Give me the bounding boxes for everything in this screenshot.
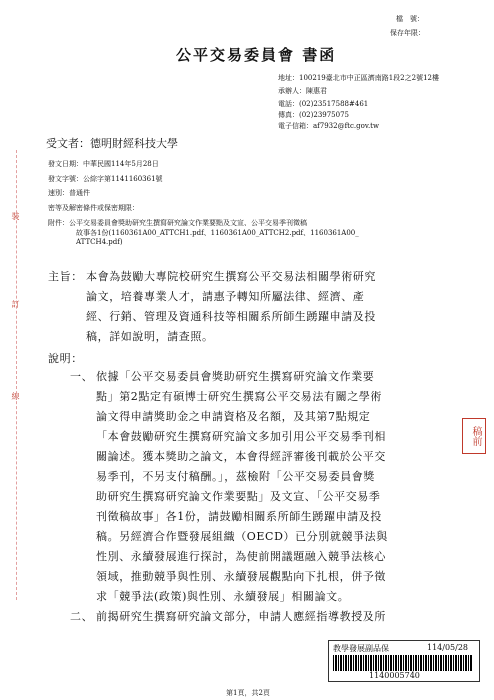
attachment-line-3: ATTCH4.pdf) [76,238,123,246]
item1-line: 依據「公平交易委員會獎助研究生撰寫研究論文作業要 [96,370,375,383]
subject-line-3: 經、行銷、管理及資通科技等相關系所師生踴躍申請及投 [86,310,376,323]
item1-line: 助研究生撰寫研究論文作業要點」及文宣、「公平交易季 [96,490,381,503]
item2-marker: 二、 [70,610,94,623]
document-title: 公平交易委員會 書函 [176,46,337,64]
staple-mark: 訂 [11,300,20,308]
item1-line: 刊徵稿故事」各1份，請鼓勵相關系所師生踴躍申請及投 [96,510,382,523]
sender-contact: 承辦人：陳惠君 [278,87,327,95]
retention-period-label: 保存年限： [390,29,425,37]
attachment-line-1: 附件：公平交易委員會獎助研究生撰寫研究論文作業要點及文宣、公平交易季刊徵稿 [48,219,307,227]
binding-line [16,150,17,600]
subject-label: 主旨： [48,270,83,283]
receipt-date: 114/05/28 [427,643,469,652]
delivery-speed: 速別：普通件 [48,189,90,197]
item1-line: 領域，推動競爭與性別、永續發展觀點向下扎根，併予徵 [96,570,386,583]
item1-line: 關論述。獲本獎助之論文，本會得經評審後刊載於公平交 [96,450,386,463]
sender-fax: 傳真：(02)23975075 [278,111,349,119]
explanation-label: 說明： [48,352,83,365]
receipt-box [328,640,480,682]
file-number-label: 檔 號： [396,15,424,23]
item1-marker: 一、 [70,370,94,383]
subject-line-4: 稿，詳如說明，請查照。 [86,330,214,343]
receipt-label: 教學發展副品保 [333,644,389,653]
item2-line: 前揭研究生撰寫研究論文部分，申請人應經指導教授及所 [96,610,386,623]
red-seal-stamp: 稿前 [462,418,486,454]
binding-mark: 裝 [11,212,20,220]
subject-line-1: 本會為鼓勵大專院校研究生撰寫公平交易法相關學術研究 [86,270,376,283]
attachment-line-2: 故事各1份(1160361A00_ATTCH1.pdf、1160361A00_ATTCH2.pdf、1160361A00_ [76,229,359,237]
subject-line-2: 論文，培養專業人才，請惠予轉知所屬法律、經濟、產 [86,290,365,303]
item1-line: 論文得申請獎助金之申請資格及名額，及其第7點規定 [96,410,371,423]
item1-line: 稿。另經濟合作暨發展組織（OECD）已分別就競爭法與 [96,530,388,543]
page-number: 第1頁，共2頁 [226,689,270,697]
item1-line: 點」第2點定有碩博士研究生撰寫公平交易法有關之學術 [96,390,382,403]
item1-line: 「本會鼓勵研究生撰寫研究論文多加引用公平交易季刊相 [96,430,386,443]
sender-address: 地址：100219臺北市中正區濟南路1段2之2號12樓 [278,74,439,82]
barcode-image [333,655,473,671]
receipt-number: 1140005740 [369,671,420,680]
issue-date: 發文日期：中華民國114年5月28日 [48,160,159,168]
security-level: 密等及解密條件或保密期限： [48,204,139,212]
document-number: 發文字號：公綜字第1141160361號 [48,175,163,183]
line-mark: 線 [11,392,20,400]
item1-line: 求「競爭法(政策)與性別、永續發展」相關論文。 [96,590,350,603]
sender-email: 電子信箱：af7932@ftc.gov.tw [278,122,379,130]
item1-line: 性別、永續發展進行探討，為使前開議題融入競爭法核心 [96,550,386,563]
recipient: 受文者：德明財經科技大學 [46,137,178,150]
sender-phone: 電話：(02)23517588#461 [278,100,369,108]
item1-line: 易季刊，不另支付稿酬。」，茲檢附「公平交易委員會獎 [96,470,375,483]
